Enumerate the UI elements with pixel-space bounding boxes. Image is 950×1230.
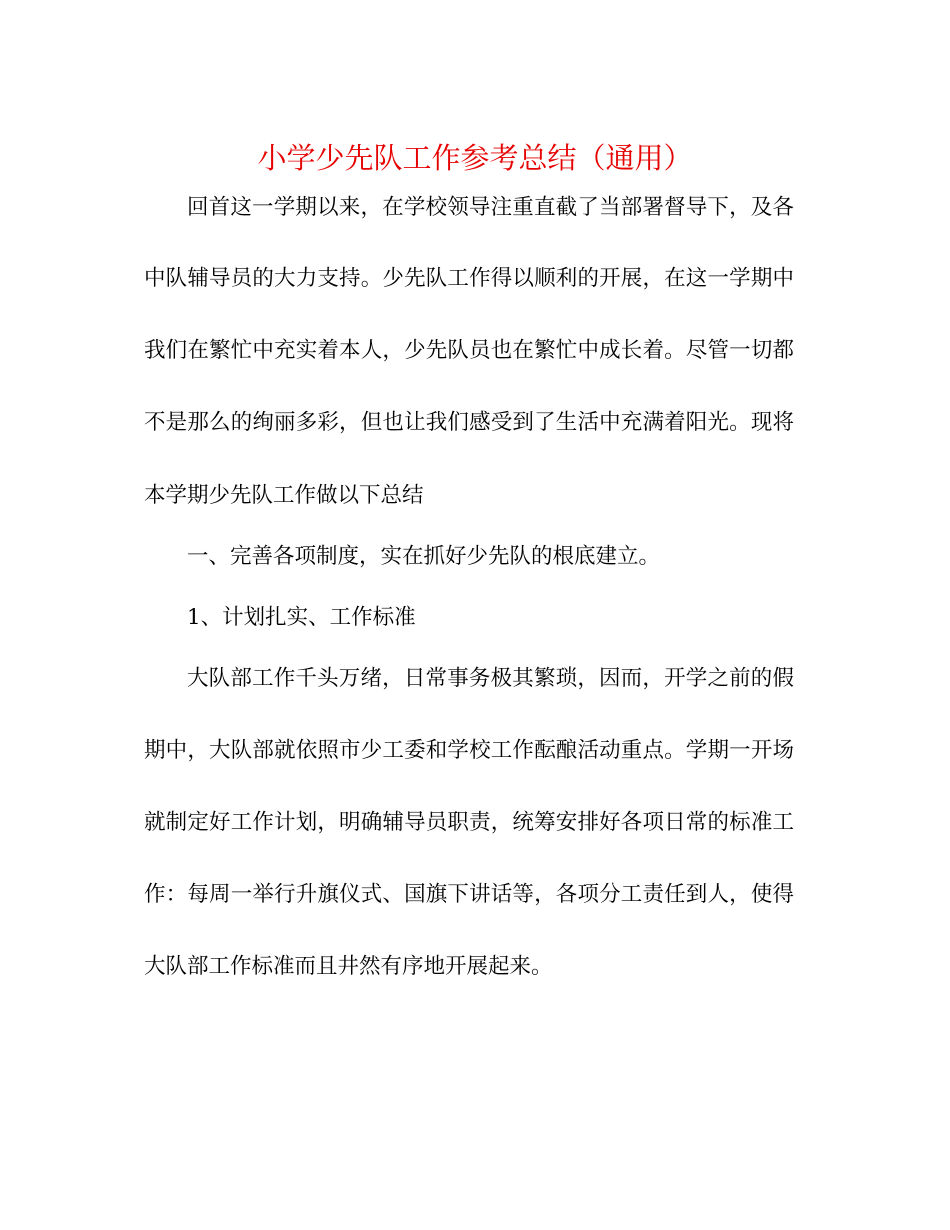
paragraph-2-line-4: 作：每周一举行升旗仪式、国旗下讲话等，各项分工责任到人，使得 (144, 882, 794, 907)
paragraph-2-line-1: 大队部工作千头万绪，日常事务极其繁琐，因而，开学之前的假 (187, 666, 794, 691)
paragraph-2-line-2: 期中，大队部就依照市少工委和学校工作酝酿活动重点。学期一开场 (144, 738, 794, 763)
paragraph-1-line-4: 不是那么的绚丽多彩，但也让我们感受到了生活中充满着阳光。现将 (144, 410, 794, 435)
paragraph-2-line-3: 就制定好工作计划，明确辅导员职责，统筹安排好各项日常的标准工 (144, 810, 794, 835)
paragraph-1-line-2: 中队辅导员的大力支持。少先队工作得以顺利的开展，在这一学期中 (144, 266, 794, 291)
subsection-heading: 1、计划扎实、工作标准 (187, 605, 416, 630)
paragraph-1-line-3: 我们在繁忙中充实着本人，少先队员也在繁忙中成长着。尽管一切都 (144, 338, 794, 363)
section-heading: 一、完善各项制度，实在抓好少先队的根底建立。 (187, 544, 661, 569)
paragraph-1-line-1: 回首这一学期以来，在学校领导注重直截了当部署督导下，及各 (187, 195, 794, 220)
document-title: 小学少先队工作参考总结（通用） (257, 141, 693, 175)
paragraph-2-line-5: 大队部工作标准而且井然有序地开展起来。 (144, 954, 553, 979)
paragraph-1-line-5: 本学期少先队工作做以下总结 (144, 483, 424, 508)
